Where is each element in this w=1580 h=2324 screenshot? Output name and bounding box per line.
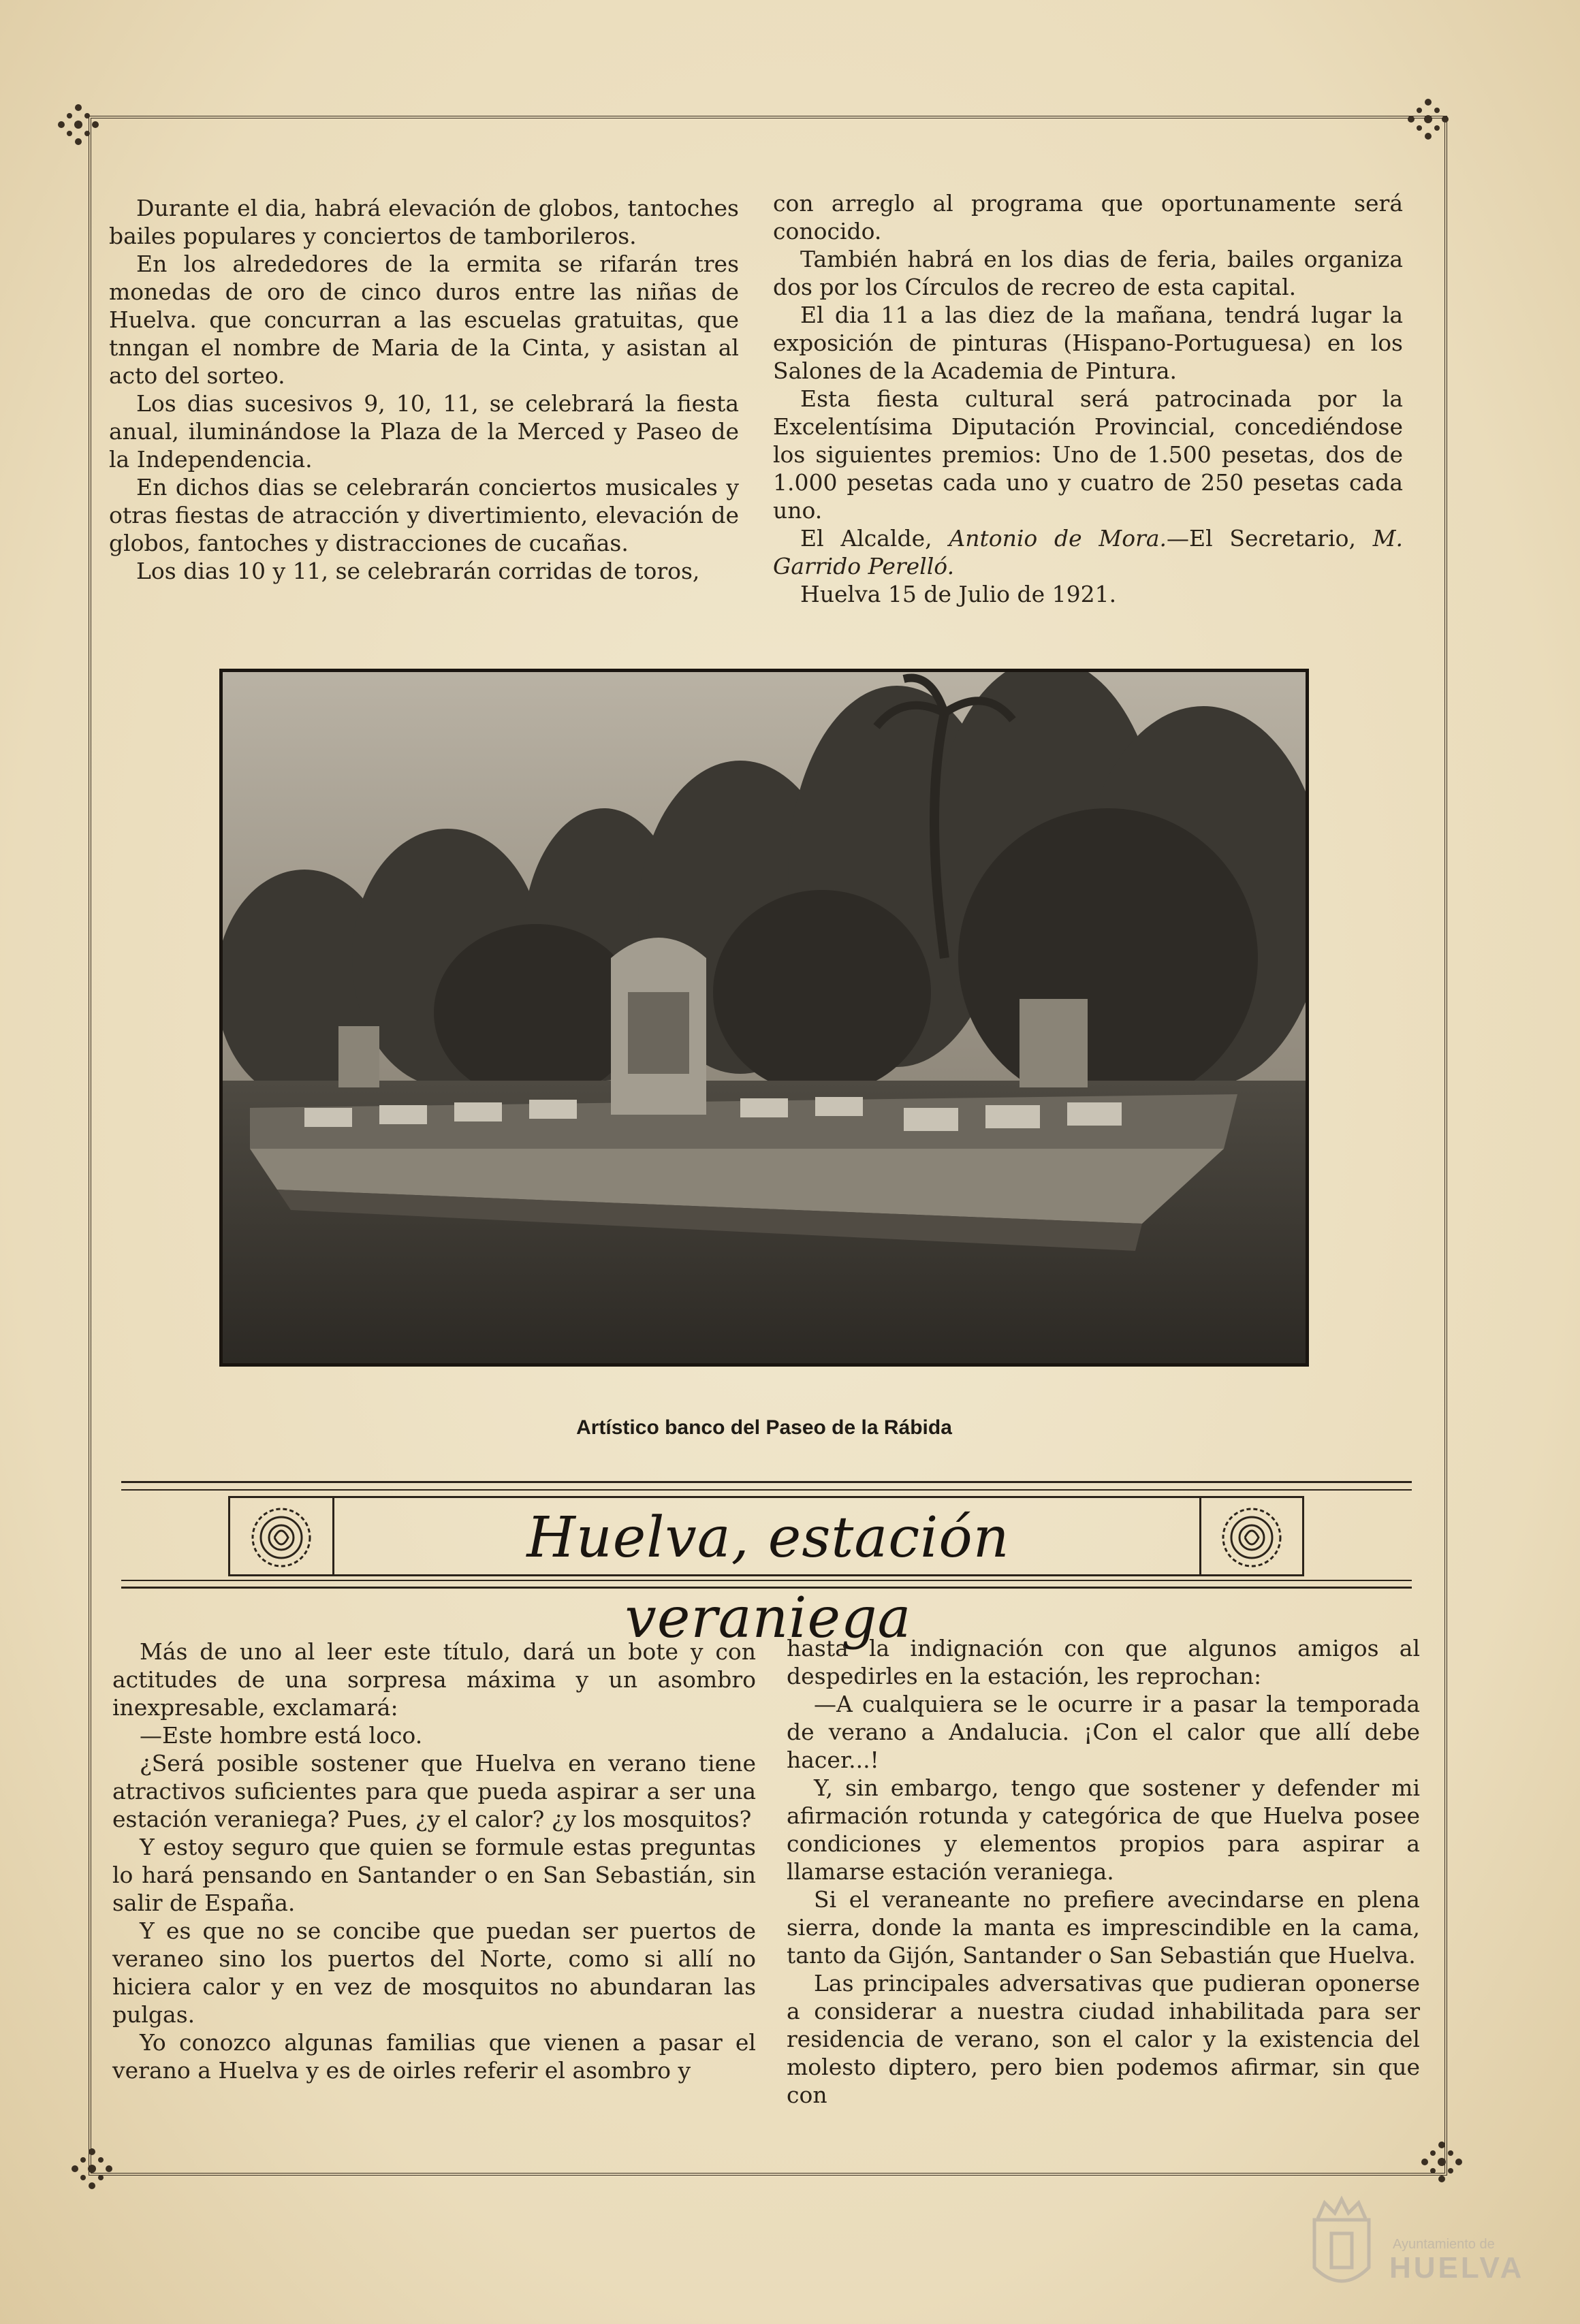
paragraph: Los dias 10 y 11, se celebrarán corridas de toros, [136, 558, 700, 584]
title-box [228, 1496, 1304, 1651]
watermark-title: HUELVA [1389, 2251, 1525, 2285]
paragraph: Y es que no se concibe que puedan ser puertos de veraneo sino los puertos del Norte, como si allí no hiciera calor y en vez de mosquitos no abundaran las pulgas. [112, 1917, 756, 2028]
paragraph: Y estoy seguro que quien se formule estas preguntas lo hará pensando en Santander o en San Sebastián, sin salir de España. [112, 1834, 756, 1916]
signature-line [773, 524, 1403, 580]
paragraph: hasta la indignación con que algunos amigos al despedirles en la estación, les reprochan: [787, 1635, 1420, 1689]
mayor-name: Antonio de Mora. [949, 525, 1167, 552]
corner-ornament-bottom-right [1418, 2138, 1466, 2186]
paragraph: Las principales adversativas que pudieran oponerse a considerar a nuestra ciudad inhabilitada para ser residencia de verano, son el calor y la existencia del molesto diptero, pero bien podemos afirmar, sin que con [787, 1970, 1420, 2108]
photograph-park-bench [219, 669, 1309, 1367]
photo-caption: Artístico banco del Paseo de la Rábida [576, 1416, 952, 1439]
signature-separator: —El Secretario, [1167, 525, 1356, 552]
rosette-ornament-left [244, 1503, 319, 1572]
paragraph: Esta fiesta cultural será patrocinada por la Excelentísima Diputación Provincial, concediéndose los siguientes premios: Uno de 1.500 pesetas, dos de 1.000 pesetas cada uno y cuatro de 250 pesetas cada uno. [773, 385, 1403, 524]
paragraph: Y, sin embargo, tengo que sostener y defender mi afirmación rotunda y categórica de que Huelva posee condiciones y elementos propios para aspirar a llamarse estación veraniega. [787, 1774, 1420, 1885]
paragraph: En los alrededores de la ermita se rifarán tres monedas de oro de cinco duros entre las niñas de Huelva. que concurran a las escuelas gratuitas, que tnngan el nombre de Maria de la Cinta, y asistan al acto del sorteo. [109, 251, 739, 389]
article2-column-right [787, 1634, 1420, 2109]
title-rule [121, 1481, 1412, 1483]
archive-watermark [1294, 2186, 1553, 2308]
article1-column-right [773, 189, 1403, 608]
paragraph: Los dias sucesivos 9, 10, 11, se celebrará la fiesta anual, iluminándose la Plaza de la Merced y Paseo de la Independencia. [109, 390, 739, 473]
paragraph: —Este hombre está loco. [140, 1722, 423, 1749]
city-crest-icon [1301, 2193, 1382, 2302]
article2-column-left [112, 1638, 756, 2084]
paragraph: También habrá en los dias de feria, bailes organiza dos por los Círculos de recreo de esta capital. [773, 246, 1403, 300]
paragraph: Yo conozco algunas familias que vienen a pasar el verano a Huelva y es de oirles referir el asombro y [112, 2029, 756, 2084]
article-title: Huelva, estación veraniega [526, 1506, 1010, 1651]
secretary-name: M. Garrido Perelló. [773, 525, 1403, 579]
article1-column-left [109, 194, 739, 585]
signature-prefix: El Alcalde, [800, 525, 932, 552]
title-rule [121, 1489, 1412, 1491]
paragraph: Durante el dia, habrá elevación de globos, tantoches bailes populares y conciertos de tamborileros. [109, 195, 739, 249]
corner-ornament-top-right [1404, 95, 1452, 143]
corner-ornament-top-left [54, 101, 102, 148]
rosette-ornament-right [1214, 1503, 1289, 1572]
paragraph: Si el veraneante no prefiere avecindarse en plena sierra, donde la manta es imprescindible en la cama, tanto da Gijón, Santander o San Sebastián que Huelva. [787, 1886, 1420, 1969]
article-title-band [121, 1481, 1412, 1651]
paragraph: En dichos dias se celebrarán conciertos musicales y otras fiestas de atracción y divertimiento, elevación de globos, fantoches y distracciones de cucañas. [109, 474, 739, 556]
title-divider [1199, 1498, 1201, 1574]
paragraph: Más de uno al leer este título, dará un bote y con actitudes de una sorpresa máxima y un asombro inexpresable, exclamará: [112, 1638, 756, 1721]
paragraph: —A cualquiera se le ocurre ir a pasar la temporada de verano a Andalucia. ¡Con el calor que allí debe hacer...! [787, 1691, 1420, 1773]
title-divider [332, 1498, 334, 1574]
paragraph: El dia 11 a las diez de la mañana, tendrá lugar la exposición de pinturas (Hispano-Portuguesa) en los Salones de la Academia de Pintura. [773, 302, 1403, 384]
paragraph: ¿Será posible sostener que Huelva en verano tiene atractivos suficientes para que pueda aspirar a ser una estación veraniega? Pues, ¿y el calor? ¿y los mosquitos? [112, 1750, 756, 1832]
watermark-subtitle: Ayuntamiento de [1393, 2237, 1495, 2252]
paragraph: con arreglo al programa que oportunamente será conocido. [773, 190, 1403, 244]
corner-ornament-bottom-left [68, 2145, 116, 2193]
dateline: Huelva 15 de Julio de 1921. [800, 581, 1117, 607]
